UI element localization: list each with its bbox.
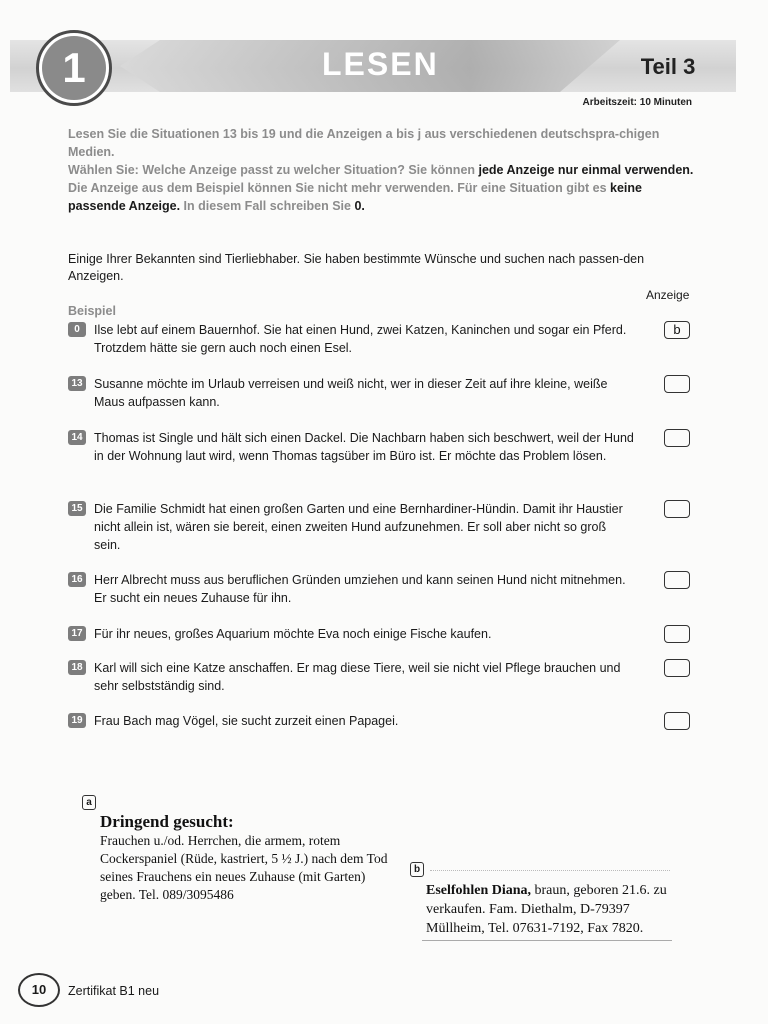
situation-13 [68,375,688,411]
ad-b-divider-bottom [422,940,672,941]
page-number: 10 [18,973,60,1007]
situation-text: Herr Albrecht muss aus beruflichen Gründen umziehen und kann seinen Hund nicht mitnehmen. Er sucht ein neues Zuhause für ihn. [94,573,626,605]
situation-text: Ilse lebt auf einem Bauernhof. Sie hat einen Hund, zwei Katzen, Kaninchen und sogar ein Pferd. Trotzdem hätte sie gern auch noch einen Esel. [94,323,627,355]
situation-text: Susanne möchte im Urlaub verreisen und weiß nicht, wer in dieser Zeit auf ihre kleine, weiße Maus aufpassen kann. [94,377,608,409]
intro-text: Einige Ihrer Bekannten sind Tierliebhaber. Sie haben bestimmte Wünsche und suchen nach passen-den Anzeigen. [68,252,645,283]
situation-number-badge: 15 [68,501,86,516]
instruction-line-2-text: Wählen Sie: Welche Anzeige passt zu welcher Situation? Sie können [68,163,479,177]
situation-text: Karl will sich eine Katze anschaffen. Er mag diese Tiere, weil sie nicht viel Pflege brauchen und sehr selbstständig sind. [94,661,621,693]
answer-box[interactable]: b [664,321,690,339]
ad-b-body: braun, geboren 21.6. zu verkaufen. Fam. Diethalm, D-79397 Müllheim, Tel. 07631-7192, Fax 7820. [426,883,667,936]
instruction-line-2 [68,161,694,179]
situation-0 [68,321,688,357]
answer-box[interactable] [664,500,690,518]
situation-text: Thomas ist Single und hält sich einen Dackel. Die Nachbarn haben sich beschwert, weil der Hund in der Wohnung laut wird, wenn Thomas tagsüber im Büro ist. Er möchte das Problem lösen. [94,431,634,463]
answer-box[interactable] [664,625,690,643]
situation-18 [68,659,688,695]
ad-b-label: b [410,862,424,877]
part-label: Teil 3 [640,54,696,79]
situation-19 [68,712,688,730]
instruction-line-3-post: In diesem Fall schreiben Sie [180,199,355,213]
situation-14 [68,429,688,465]
situation-number-badge: 14 [68,430,86,445]
situation-17 [68,625,688,643]
answer-box[interactable] [664,659,690,677]
answer-box[interactable] [664,375,690,393]
ad-b-divider-top [430,870,670,871]
answer-box[interactable] [664,571,690,589]
situation-number-badge: 17 [68,626,86,641]
instruction-line-3-text: Die Anzeige aus dem Beispiel können Sie nicht mehr verwenden. Für eine Situation gibt es [68,181,611,195]
situation-number-badge: 16 [68,572,86,587]
answer-box[interactable] [664,429,690,447]
instruction-line-3 [68,179,694,215]
situation-text: Die Familie Schmidt hat einen großen Garten und eine Bernhardiner-Hündin. Damit ihr Haustier nicht allein ist, wären sie bereit, einen zweiten Hund aufzunehmen. Er soll aber nicht so groß sein. [94,502,623,552]
ad-a-body: Frauchen u./od. Herrchen, die armem, rotem Cockerspaniel (Rüde, kastriert, 5 ½ J.) nach dem Tod seines Frauchens ein neues Zuhause (mit Garten) geben. Tel. 089/3095486 [100,833,388,902]
instruction-line-3-zero: 0. [354,199,365,213]
ad-b-text [426,881,686,938]
situation-number-badge: 19 [68,713,86,728]
book-title: Zertifikat B1 neu [68,984,160,998]
unit-number-circle [36,30,112,106]
situation-16 [68,571,688,607]
ad-b-title: Eselfohlen Diana, [426,883,532,898]
time-note: Arbeitszeit: 10 Minuten [582,97,692,108]
unit-number: 1 [42,36,106,100]
answer-box[interactable] [664,712,690,730]
ad-a-title: Dringend gesucht: [100,812,234,831]
situation-text: Für ihr neues, großes Aquarium möchte Eva noch einige Fische kaufen. [94,627,492,641]
section-title: LESEN [322,46,439,82]
answer-column-label: Anzeige [646,288,690,302]
situation-number-badge: 13 [68,376,86,391]
instruction-line-3-emphasis: keine passende Anzeige. [68,181,642,213]
instruction-line-1: Lesen Sie die Situationen 13 bis 19 und die Anzeigen a bis j aus verschiedenen deutschspra-chigen Medien. [68,127,660,159]
instructions [68,125,694,215]
instruction-line-2-emphasis: jede Anzeige nur einmal verwenden. [478,163,694,177]
situation-text: Frau Bach mag Vögel, sie sucht zurzeit einen Papagei. [94,714,399,728]
situation-number-badge: 0 [68,322,86,337]
situation-number-badge: 18 [68,660,86,675]
situation-15 [68,500,688,554]
example-label: Beispiel [68,304,116,318]
ad-a-label: a [82,795,96,810]
